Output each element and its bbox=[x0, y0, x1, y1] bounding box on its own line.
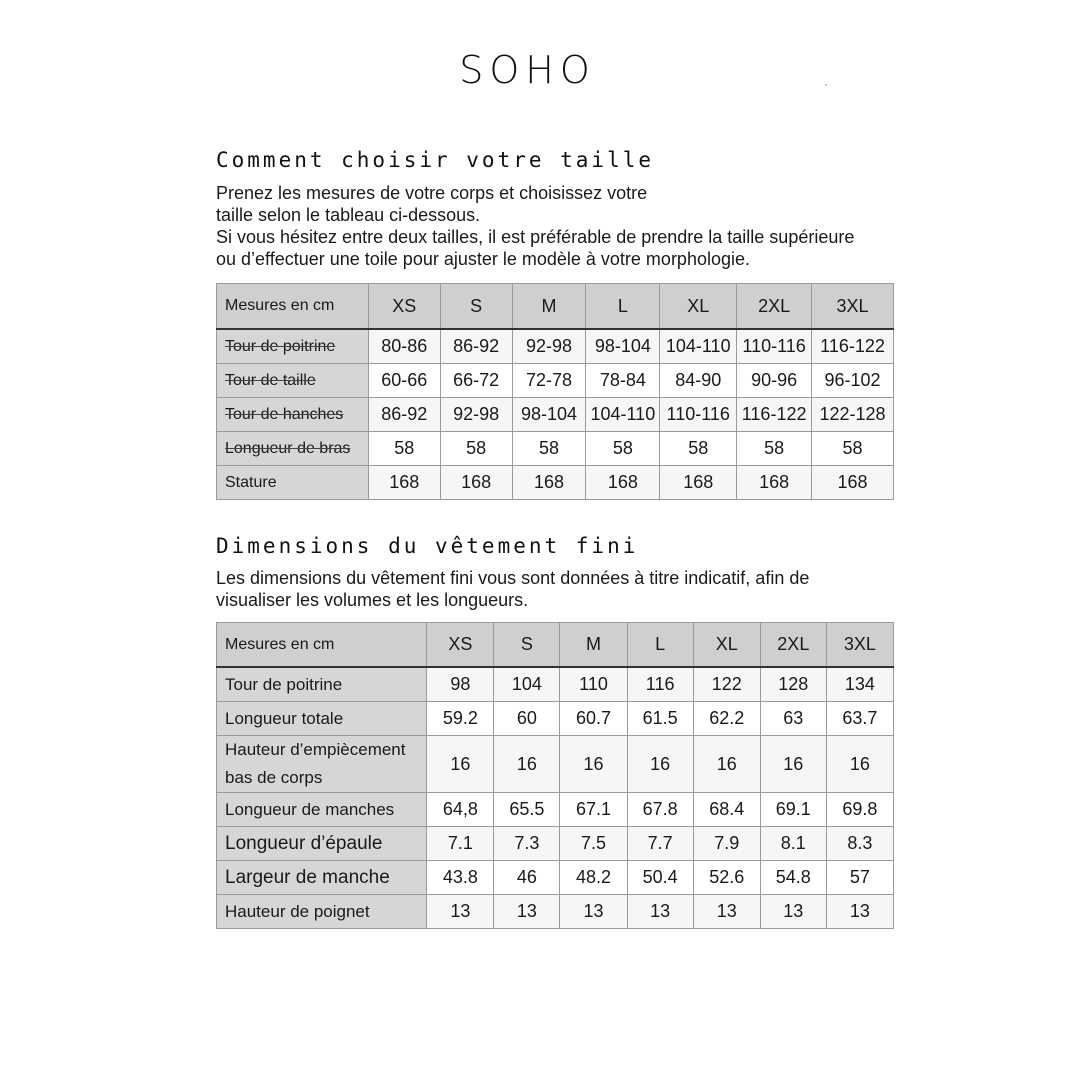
table-cell: 52.6 bbox=[693, 861, 760, 895]
table-cell: 110 bbox=[560, 667, 627, 702]
table-cell: 16 bbox=[494, 736, 560, 793]
table-cell: 168 bbox=[512, 466, 586, 500]
table-row bbox=[217, 398, 894, 432]
row-label: Stature bbox=[217, 466, 369, 500]
table-cell: 67.1 bbox=[560, 793, 627, 827]
table-cell: 7.1 bbox=[427, 827, 494, 861]
table-cell: 13 bbox=[560, 895, 627, 929]
table-cell: 43.8 bbox=[427, 861, 494, 895]
row-label: Hauteur de poignet bbox=[217, 895, 427, 929]
row-label: Tour de taille bbox=[217, 364, 369, 398]
table-cell: 63.7 bbox=[826, 702, 893, 736]
table-cell: 86-92 bbox=[440, 329, 512, 364]
table-row bbox=[217, 667, 894, 702]
table-cell: 98-104 bbox=[586, 329, 660, 364]
table-cell: 168 bbox=[586, 466, 660, 500]
table-cell: 68.4 bbox=[693, 793, 760, 827]
table-cell: 58 bbox=[368, 432, 440, 466]
table-cell: 7.3 bbox=[494, 827, 560, 861]
table-cell: 7.9 bbox=[693, 827, 760, 861]
table-cell: 104-110 bbox=[586, 398, 660, 432]
table-cell: 60-66 bbox=[368, 364, 440, 398]
table-cell: 46 bbox=[494, 861, 560, 895]
brand-title: SOHO bbox=[459, 48, 596, 92]
table-row bbox=[217, 793, 894, 827]
table-row bbox=[217, 364, 894, 398]
table-cell: 84-90 bbox=[660, 364, 737, 398]
table-cell: 16 bbox=[826, 736, 893, 793]
table-row bbox=[217, 895, 894, 929]
row-label: Tour de poitrine bbox=[217, 667, 427, 702]
table-cell: 48.2 bbox=[560, 861, 627, 895]
table-cell: 58 bbox=[737, 432, 812, 466]
table-cell: 134 bbox=[826, 667, 893, 702]
table-cell: 60 bbox=[494, 702, 560, 736]
table-cell: 61.5 bbox=[627, 702, 693, 736]
table-cell: 7.7 bbox=[627, 827, 693, 861]
size-header: L bbox=[586, 284, 660, 330]
table-cell: 168 bbox=[368, 466, 440, 500]
body-measurements-rows bbox=[217, 329, 894, 500]
table-cell: 69.8 bbox=[826, 793, 893, 827]
size-guide-intro bbox=[216, 182, 916, 270]
table-cell: 116 bbox=[627, 667, 693, 702]
section-title-finished-dimensions: Dimensions du vêtement fini bbox=[216, 534, 639, 558]
table-cell: 13 bbox=[627, 895, 693, 929]
table-cell: 116-122 bbox=[812, 329, 894, 364]
header-label: Mesures en cm bbox=[217, 623, 427, 668]
table-row bbox=[217, 861, 894, 895]
table-cell: 65.5 bbox=[494, 793, 560, 827]
table-cell: 16 bbox=[427, 736, 494, 793]
row-label: Largeur de manche bbox=[217, 861, 427, 895]
table-cell: 122-128 bbox=[812, 398, 894, 432]
table-cell: 60.7 bbox=[560, 702, 627, 736]
size-header: 2XL bbox=[737, 284, 812, 330]
table-cell: 64,8 bbox=[427, 793, 494, 827]
size-header: XS bbox=[368, 284, 440, 330]
row-label: Hauteur d’empiècement bas de corps bbox=[217, 736, 427, 793]
table-cell: 110-116 bbox=[737, 329, 812, 364]
table-cell: 16 bbox=[627, 736, 693, 793]
table-cell: 13 bbox=[494, 895, 560, 929]
table-cell: 7.5 bbox=[560, 827, 627, 861]
table-cell: 168 bbox=[440, 466, 512, 500]
table-cell: 96-102 bbox=[812, 364, 894, 398]
table-cell: 16 bbox=[560, 736, 627, 793]
size-header: S bbox=[440, 284, 512, 330]
table-cell: 58 bbox=[512, 432, 586, 466]
table-cell: 168 bbox=[660, 466, 737, 500]
row-label: Tour de hanches bbox=[217, 398, 369, 432]
table-cell: 8.3 bbox=[826, 827, 893, 861]
size-header: 2XL bbox=[760, 623, 826, 668]
size-header: M bbox=[560, 623, 627, 668]
table-cell: 69.1 bbox=[760, 793, 826, 827]
table-cell: 62.2 bbox=[693, 702, 760, 736]
table-cell: 16 bbox=[693, 736, 760, 793]
table-cell: 168 bbox=[812, 466, 894, 500]
table-cell: 58 bbox=[660, 432, 737, 466]
table-cell: 122 bbox=[693, 667, 760, 702]
row-label: Tour de poitrine bbox=[217, 329, 369, 364]
table-cell: 98-104 bbox=[512, 398, 586, 432]
table-cell: 58 bbox=[812, 432, 894, 466]
row-label: Longueur de bras bbox=[217, 432, 369, 466]
intro-line: ou d’effectuer une toile pour ajuster le modèle à votre morphologie. bbox=[216, 249, 750, 269]
size-header: M bbox=[512, 284, 586, 330]
finished-garment-table bbox=[216, 622, 894, 929]
table-row bbox=[217, 702, 894, 736]
finished-dimensions-intro bbox=[216, 567, 916, 611]
table-cell: 63 bbox=[760, 702, 826, 736]
table-cell: 168 bbox=[737, 466, 812, 500]
table-cell: 98 bbox=[427, 667, 494, 702]
table-cell: 67.8 bbox=[627, 793, 693, 827]
intro-line: visualiser les volumes et les longueurs. bbox=[216, 590, 529, 610]
table-cell: 54.8 bbox=[760, 861, 826, 895]
table-row bbox=[217, 466, 894, 500]
table-header-row bbox=[217, 623, 894, 668]
table-cell: 128 bbox=[760, 667, 826, 702]
row-label: Longueur totale bbox=[217, 702, 427, 736]
table-cell: 58 bbox=[440, 432, 512, 466]
table-cell: 58 bbox=[586, 432, 660, 466]
table-cell: 57 bbox=[826, 861, 893, 895]
size-header: L bbox=[627, 623, 693, 668]
intro-line: Si vous hésitez entre deux tailles, il est préférable de prendre la taille supérieure bbox=[216, 227, 855, 247]
intro-line: Prenez les mesures de votre corps et choisissez votre bbox=[216, 183, 648, 203]
row-label: Longueur d’épaule bbox=[217, 827, 427, 861]
size-header: XL bbox=[693, 623, 760, 668]
table-cell: 50.4 bbox=[627, 861, 693, 895]
table-cell: 90-96 bbox=[737, 364, 812, 398]
size-header: XS bbox=[427, 623, 494, 668]
size-header: S bbox=[494, 623, 560, 668]
table-row bbox=[217, 827, 894, 861]
intro-line: Les dimensions du vêtement fini vous sont données à titre indicatif, afin de bbox=[216, 568, 810, 588]
size-header: 3XL bbox=[826, 623, 893, 668]
finished-garment-rows bbox=[217, 667, 894, 929]
body-measurements-table bbox=[216, 283, 894, 500]
table-row bbox=[217, 432, 894, 466]
table-row bbox=[217, 736, 894, 793]
table-row bbox=[217, 329, 894, 364]
table-cell: 116-122 bbox=[737, 398, 812, 432]
table-cell: 59.2 bbox=[427, 702, 494, 736]
table-cell: 104-110 bbox=[660, 329, 737, 364]
table-cell: 78-84 bbox=[586, 364, 660, 398]
table-header-row bbox=[217, 284, 894, 330]
table-cell: 66-72 bbox=[440, 364, 512, 398]
table-cell: 110-116 bbox=[660, 398, 737, 432]
header-label: Mesures en cm bbox=[217, 284, 369, 330]
section-title-size-guide: Comment choisir votre taille bbox=[216, 148, 655, 172]
table-cell: 13 bbox=[693, 895, 760, 929]
table-cell: 8.1 bbox=[760, 827, 826, 861]
size-header: 3XL bbox=[812, 284, 894, 330]
intro-line: taille selon le tableau ci-dessous. bbox=[216, 205, 481, 225]
table-cell: 13 bbox=[427, 895, 494, 929]
table-cell: 72-78 bbox=[512, 364, 586, 398]
table-cell: 16 bbox=[760, 736, 826, 793]
table-cell: 80-86 bbox=[368, 329, 440, 364]
table-cell: 13 bbox=[826, 895, 893, 929]
row-label: Longueur de manches bbox=[217, 793, 427, 827]
table-cell: 86-92 bbox=[368, 398, 440, 432]
table-cell: 92-98 bbox=[440, 398, 512, 432]
decorative-dot bbox=[825, 84, 827, 86]
table-cell: 92-98 bbox=[512, 329, 586, 364]
table-cell: 13 bbox=[760, 895, 826, 929]
size-header: XL bbox=[660, 284, 737, 330]
table-cell: 104 bbox=[494, 667, 560, 702]
